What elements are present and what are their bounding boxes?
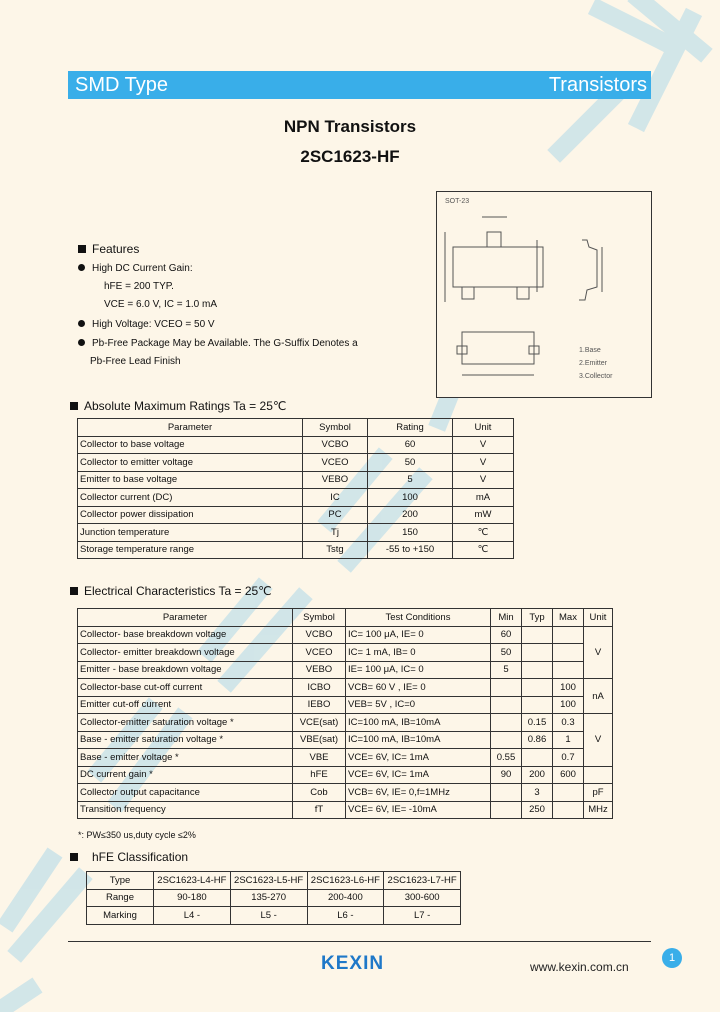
header-left: SMD Type: [75, 74, 168, 96]
table-cell: Base - emitter voltage *: [78, 749, 293, 767]
table-cell: V: [453, 436, 514, 454]
header-right: Transistors: [548, 74, 647, 96]
feature-1b: VCE = 6.0 V, IC = 1.0 mA: [104, 299, 218, 310]
table-cell: VBE(sat): [293, 731, 346, 749]
table-cell: L7 -: [384, 907, 461, 925]
table-cell: 200: [522, 766, 553, 784]
table-header-row: [78, 609, 613, 627]
table-cell: 2SC1623-L4-HF: [154, 872, 231, 890]
table-cell: 90-180: [154, 889, 231, 907]
table-row: [78, 489, 514, 507]
table-cell: mA: [453, 489, 514, 507]
table-cell: IC: [303, 489, 368, 507]
table-cell: 135-270: [230, 889, 307, 907]
table-cell: 300-600: [384, 889, 461, 907]
table-cell: [491, 784, 522, 802]
table-cell: L4 -: [154, 907, 231, 925]
table-row: [78, 801, 613, 819]
table-cell: Emitter to base voltage: [78, 471, 303, 489]
table-cell: [553, 626, 584, 644]
table-cell: 0.86: [522, 731, 553, 749]
table-cell: [553, 801, 584, 819]
table-cell: hFE: [293, 766, 346, 784]
feature-2: High Voltage: VCEO = 50 V: [78, 319, 215, 331]
table-header: Max: [553, 609, 584, 627]
table-cell: [491, 696, 522, 714]
table-cell: 60: [491, 626, 522, 644]
table-cell: nA: [584, 679, 613, 714]
table-cell: IE= 100 μA, IC= 0: [346, 661, 491, 679]
table-cell: V: [584, 626, 613, 679]
table-cell: 2SC1623-L7-HF: [384, 872, 461, 890]
table-cell: Transition frequency: [78, 801, 293, 819]
footer-url[interactable]: www.kexin.com.cn: [530, 960, 629, 974]
table-cell: 2SC1623-L6-HF: [307, 872, 384, 890]
table-cell: VCE= 6V, IE= -10mA: [346, 801, 491, 819]
absmax-heading: Absolute Maximum Ratings Ta = 25℃: [70, 399, 286, 413]
table-cell: Collector- base breakdown voltage: [78, 626, 293, 644]
square-bullet-icon: [78, 245, 86, 253]
table-cell: 200-400: [307, 889, 384, 907]
table-cell: VCE= 6V, IC= 1mA: [346, 766, 491, 784]
table-header-row: [78, 419, 514, 437]
table-cell: -55 to +150: [368, 541, 453, 559]
table-cell: VCEO: [293, 644, 346, 662]
table-cell: Collector power dissipation: [78, 506, 303, 524]
table-cell: [584, 766, 613, 784]
table-cell: [553, 644, 584, 662]
table-cell: 2SC1623-L5-HF: [230, 872, 307, 890]
table-row: [78, 679, 613, 697]
pin-base: 1.Base: [579, 347, 601, 354]
table-row: [78, 661, 613, 679]
table-cell: 90: [491, 766, 522, 784]
table-row: [78, 784, 613, 802]
table-row: [78, 471, 514, 489]
table-row: [78, 506, 514, 524]
table-cell: ℃: [453, 524, 514, 542]
table-cell: IC= 1 mA, IB= 0: [346, 644, 491, 662]
table-cell: 200: [368, 506, 453, 524]
table-cell: [553, 784, 584, 802]
table-cell: VCEO: [303, 454, 368, 472]
table-row: [87, 872, 461, 890]
table-header: Typ: [522, 609, 553, 627]
sot23-outline-icon: [437, 192, 651, 397]
feature-1: High DC Current Gain:: [78, 263, 193, 275]
table-cell: VEBO: [303, 471, 368, 489]
table-header: Symbol: [303, 419, 368, 437]
table-cell: VCB= 6V, IE= 0,f=1MHz: [346, 784, 491, 802]
table-row: [87, 907, 461, 925]
table-header: Test Conditions: [346, 609, 491, 627]
table-cell: Storage temperature range: [78, 541, 303, 559]
table-cell: IC= 100 μA, IE= 0: [346, 626, 491, 644]
table-header: Parameter: [78, 419, 303, 437]
table-cell: mW: [453, 506, 514, 524]
table-cell: ICBO: [293, 679, 346, 697]
table-row: [78, 766, 613, 784]
table-row: [78, 524, 514, 542]
table-cell: [522, 661, 553, 679]
table-cell: IC=100 mA, IB=10mA: [346, 714, 491, 732]
table-header: Parameter: [78, 609, 293, 627]
table-cell: Marking: [87, 907, 154, 925]
pin-emitter: 2.Emitter: [579, 360, 608, 367]
table-cell: Collector to base voltage: [78, 436, 303, 454]
table-cell: PC: [303, 506, 368, 524]
table-cell: Collector-base cut-off current: [78, 679, 293, 697]
table-row: [78, 644, 613, 662]
table-cell: Collector current (DC): [78, 489, 303, 507]
table-cell: 0.55: [491, 749, 522, 767]
footnote: *: PW≤350 us,duty cycle ≤2%: [78, 830, 196, 840]
table-cell: Tj: [303, 524, 368, 542]
table-cell: [522, 626, 553, 644]
table-cell: L6 -: [307, 907, 384, 925]
table-cell: Range: [87, 889, 154, 907]
table-cell: Collector- emitter breakdown voltage: [78, 644, 293, 662]
table-cell: Junction temperature: [78, 524, 303, 542]
table-cell: [491, 801, 522, 819]
elec-table: [77, 608, 613, 819]
pin-collector: 3.Collector: [579, 373, 613, 380]
absmax-table: [77, 418, 514, 559]
table-cell: 0.7: [553, 749, 584, 767]
table-cell: 60: [368, 436, 453, 454]
table-cell: Collector output capacitance: [78, 784, 293, 802]
table-cell: 100: [553, 696, 584, 714]
title-line1: NPN Transistors: [283, 117, 417, 136]
features-heading: Features: [78, 242, 139, 256]
table-cell: Collector to emitter voltage: [78, 454, 303, 472]
table-header: Unit: [453, 419, 514, 437]
elec-heading: Electrical Characteristics Ta = 25℃: [70, 584, 272, 598]
square-bullet-icon: [70, 853, 78, 861]
table-row: [78, 696, 613, 714]
table-cell: IEBO: [293, 696, 346, 714]
table-cell: Collector-emitter saturation voltage *: [78, 714, 293, 732]
table-cell: Emitter - base breakdown voltage: [78, 661, 293, 679]
table-cell: VEBO: [293, 661, 346, 679]
table-cell: [491, 731, 522, 749]
table-cell: 1: [553, 731, 584, 749]
bullet-icon: [78, 264, 85, 271]
table-cell: 250: [522, 801, 553, 819]
table-row: [78, 436, 514, 454]
table-cell: Type: [87, 872, 154, 890]
table-cell: [553, 661, 584, 679]
page-number: 1: [662, 948, 682, 968]
square-bullet-icon: [70, 402, 78, 410]
table-cell: 100: [368, 489, 453, 507]
table-cell: 50: [368, 454, 453, 472]
table-cell: V: [453, 471, 514, 489]
bullet-icon: [78, 320, 85, 327]
table-cell: Cob: [293, 784, 346, 802]
table-cell: Tstg: [303, 541, 368, 559]
header-banner: [68, 71, 651, 99]
table-cell: MHz: [584, 801, 613, 819]
table-header: Min: [491, 609, 522, 627]
table-cell: ℃: [453, 541, 514, 559]
table-cell: VCE(sat): [293, 714, 346, 732]
table-cell: VEB= 5V , IC=0: [346, 696, 491, 714]
feature-3: Pb-Free Package May be Available. The G-Suffix Denotes a: [78, 338, 358, 350]
table-cell: 5: [491, 661, 522, 679]
table-cell: V: [584, 714, 613, 767]
table-cell: fT: [293, 801, 346, 819]
square-bullet-icon: [70, 587, 78, 595]
table-row: [87, 889, 461, 907]
table-cell: IC=100 mA, IB=10mA: [346, 731, 491, 749]
table-cell: [491, 714, 522, 732]
table-cell: Emitter cut-off current: [78, 696, 293, 714]
table-header: Rating: [368, 419, 453, 437]
bullet-icon: [78, 339, 85, 346]
table-row: [78, 541, 514, 559]
package-drawing: [436, 191, 652, 398]
table-row: [78, 454, 514, 472]
feature-3a: Pb-Free Lead Finish: [90, 356, 181, 367]
table-cell: [491, 679, 522, 697]
table-row: [78, 731, 613, 749]
table-header: Unit: [584, 609, 613, 627]
table-cell: pF: [584, 784, 613, 802]
table-cell: 0.3: [553, 714, 584, 732]
table-cell: 600: [553, 766, 584, 784]
table-cell: V: [453, 454, 514, 472]
table-row: [78, 714, 613, 732]
table-row: [78, 749, 613, 767]
table-cell: 100: [553, 679, 584, 697]
table-cell: 50: [491, 644, 522, 662]
table-cell: [522, 749, 553, 767]
table-cell: 0.15: [522, 714, 553, 732]
hfe-table: [86, 871, 461, 925]
table-cell: DC current gain *: [78, 766, 293, 784]
table-cell: 5: [368, 471, 453, 489]
title-line2: 2SC1623-HF: [300, 147, 400, 166]
hfe-heading: hFE Classification: [70, 850, 188, 864]
table-cell: VCBO: [293, 626, 346, 644]
table-header: Symbol: [293, 609, 346, 627]
table-cell: 150: [368, 524, 453, 542]
table-cell: VCB= 60 V , IE= 0: [346, 679, 491, 697]
table-cell: 3: [522, 784, 553, 802]
package-name: SOT-23: [445, 198, 470, 205]
table-cell: L5 -: [230, 907, 307, 925]
table-row: [78, 626, 613, 644]
table-cell: VBE: [293, 749, 346, 767]
table-cell: VCBO: [303, 436, 368, 454]
kexin-logo: KEXIN: [321, 953, 385, 974]
footer-divider: [68, 941, 651, 942]
table-cell: [522, 679, 553, 697]
table-cell: [522, 696, 553, 714]
table-cell: [522, 644, 553, 662]
table-cell: VCE= 6V, IC= 1mA: [346, 749, 491, 767]
feature-1a: hFE = 200 TYP.: [104, 281, 174, 292]
table-cell: Base - emitter saturation voltage *: [78, 731, 293, 749]
